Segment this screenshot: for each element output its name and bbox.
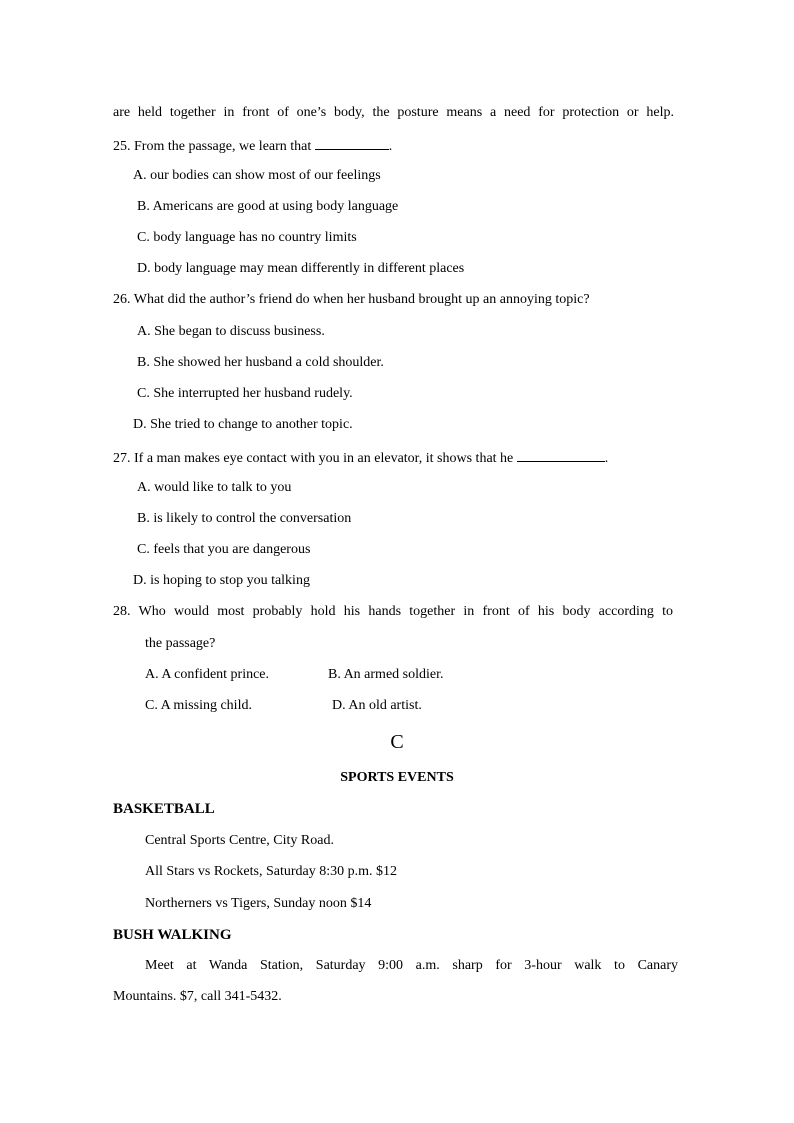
option-25-d: D. body language may mean differently in different places	[137, 261, 465, 276]
question-number: 26.	[113, 292, 131, 307]
option-27-c: C. feels that you are dangerous	[137, 542, 311, 557]
option-28-d: D. An old artist.	[332, 698, 422, 713]
bush-walking-details: Meet at Wanda Station, Saturday 9:00 a.m. sharp for 3-hour walk to Canary	[145, 958, 678, 973]
option-28-b: B. An armed soldier.	[328, 667, 444, 682]
basketball-game-1: All Stars vs Rockets, Saturday 8:30 p.m. $12	[145, 864, 397, 879]
bush-walking-details-cont: Mountains. $7, call 341-5432.	[113, 989, 282, 1004]
intro-line: are held together in front of one’s body, the posture means a need for protection or help.	[113, 105, 674, 120]
question-stem-end: .	[604, 451, 609, 466]
basketball-game-2: Northerners vs Tigers, Sunday noon $14	[145, 896, 372, 911]
option-26-c: C. She interrupted her husband rudely.	[137, 386, 353, 401]
option-26-a: A. She began to discuss business.	[137, 324, 325, 339]
question-number: 25.	[113, 139, 131, 154]
option-25-c: C. body language has no country limits	[137, 230, 357, 245]
option-27-a: A. would like to talk to you	[137, 480, 292, 495]
event-heading-basketball: BASKETBALL	[113, 801, 215, 817]
section-letter: C	[390, 731, 404, 753]
question-26	[113, 291, 590, 309]
question-stem: If a man makes eye contact with you in an elevator, it shows that he	[134, 451, 514, 466]
question-stem: From the passage, we learn that	[134, 139, 312, 154]
question-28	[113, 603, 673, 621]
option-28-a: A. A confident prince.	[145, 667, 270, 682]
question-number: 27.	[113, 451, 131, 466]
question-28-continued: the passage?	[145, 636, 216, 651]
question-number: 28.	[113, 604, 131, 619]
question-27	[113, 447, 608, 468]
option-25-a: A. our bodies can show most of our feelings	[133, 168, 381, 183]
option-26-b: B. She showed her husband a cold shoulder.	[137, 355, 384, 370]
option-28-c: C. A missing child.	[145, 698, 252, 713]
section-title: SPORTS EVENTS	[340, 770, 454, 785]
question-stem-end: .	[388, 139, 393, 154]
option-27-d: D. is hoping to stop you talking	[133, 573, 310, 588]
option-26-d: D. She tried to change to another topic.	[133, 417, 353, 432]
answer-blank	[315, 135, 389, 150]
option-27-b: B. is likely to control the conversation	[137, 511, 352, 526]
question-25	[113, 135, 392, 156]
option-25-b: B. Americans are good at using body language	[137, 199, 399, 214]
answer-blank	[517, 447, 605, 462]
event-heading-bush-walking: BUSH WALKING	[113, 927, 232, 943]
basketball-venue: Central Sports Centre, City Road.	[145, 833, 334, 848]
question-stem: What did the author’s friend do when her husband brought up an annoying topic?	[133, 292, 590, 307]
question-stem: Who would most probably hold his hands together in front of his body according to	[138, 604, 674, 619]
